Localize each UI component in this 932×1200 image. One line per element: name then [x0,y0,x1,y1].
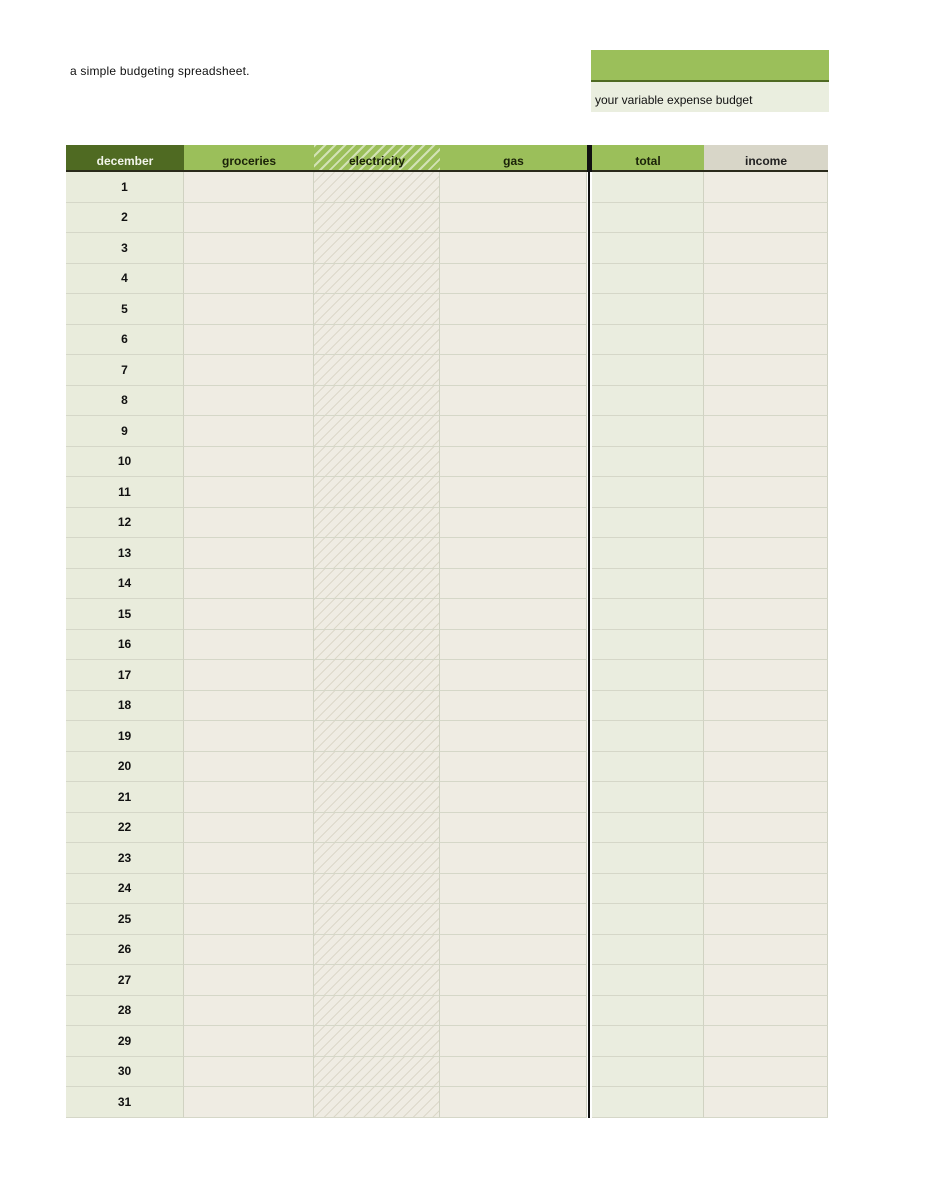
column-divider [588,813,590,844]
day-cell: 22 [66,813,184,844]
groceries-cell[interactable] [184,843,314,874]
total-cell[interactable] [592,782,704,813]
day-cell: 2 [66,203,184,234]
groceries-cell[interactable] [184,416,314,447]
income-cell[interactable] [704,1057,828,1088]
gas-cell[interactable] [440,935,587,966]
column-divider [588,1087,590,1118]
gas-cell[interactable] [440,874,587,905]
column-divider [588,843,590,874]
gas-cell[interactable] [440,477,587,508]
column-divider [588,782,590,813]
gas-cell[interactable] [440,264,587,295]
total-cell[interactable] [592,813,704,844]
total-cell[interactable] [592,1026,704,1057]
total-cell[interactable] [592,325,704,356]
groceries-cell[interactable] [184,508,314,539]
day-cell: 16 [66,630,184,661]
day-cell: 6 [66,325,184,356]
budget-table [66,145,831,1118]
groceries-cell[interactable] [184,477,314,508]
electricity-cell[interactable] [314,843,440,874]
total-cell[interactable] [592,477,704,508]
column-divider [588,599,590,630]
groceries-cell[interactable] [184,1087,314,1118]
column-divider [588,264,590,295]
electricity-cell[interactable] [314,569,440,600]
day-cell: 14 [66,569,184,600]
groceries-cell[interactable] [184,325,314,356]
day-cell: 3 [66,233,184,264]
electricity-cell[interactable] [314,1026,440,1057]
electricity-cell[interactable] [314,996,440,1027]
income-cell[interactable] [704,782,828,813]
income-cell[interactable] [704,477,828,508]
gas-cell[interactable] [440,1026,587,1057]
gas-cell[interactable] [440,538,587,569]
gas-cell[interactable] [440,294,587,325]
gas-cell[interactable] [440,1087,587,1118]
total-cell[interactable] [592,447,704,478]
gas-cell[interactable] [440,325,587,356]
electricity-cell[interactable] [314,355,440,386]
income-cell[interactable] [704,965,828,996]
gas-cell[interactable] [440,203,587,234]
groceries-cell[interactable] [184,721,314,752]
groceries-cell[interactable] [184,569,314,600]
day-cell: 30 [66,1057,184,1088]
groceries-cell[interactable] [184,630,314,661]
electricity-cell[interactable] [314,1087,440,1118]
column-header-gas[interactable]: gas [440,145,587,172]
column-header-groceries[interactable]: groceries [184,145,314,172]
column-divider [588,691,590,722]
column-divider [588,1026,590,1057]
electricity-cell[interactable] [314,294,440,325]
electricity-cell[interactable] [314,386,440,417]
gas-cell[interactable] [440,965,587,996]
total-cell[interactable] [592,233,704,264]
gas-cell[interactable] [440,904,587,935]
groceries-cell[interactable] [184,233,314,264]
total-cell[interactable] [592,965,704,996]
electricity-cell[interactable] [314,233,440,264]
day-cell: 4 [66,264,184,295]
column-divider [588,233,590,264]
gas-cell[interactable] [440,813,587,844]
income-cell[interactable] [704,325,828,356]
total-cell[interactable] [592,874,704,905]
gas-cell[interactable] [440,660,587,691]
day-cell: 21 [66,782,184,813]
income-cell[interactable] [704,874,828,905]
income-cell[interactable] [704,599,828,630]
sheet-subtitle: a simple budgeting spreadsheet. [70,64,250,78]
gas-cell[interactable] [440,416,587,447]
day-cell: 9 [66,416,184,447]
column-divider [588,874,590,905]
budget-label: your variable expense budget [591,82,829,112]
day-cell: 29 [66,1026,184,1057]
day-cell: 24 [66,874,184,905]
income-cell[interactable] [704,203,828,234]
income-cell[interactable] [704,904,828,935]
day-cell: 19 [66,721,184,752]
electricity-cell[interactable] [314,935,440,966]
total-cell[interactable] [592,599,704,630]
total-cell[interactable] [592,1087,704,1118]
electricity-cell[interactable] [314,752,440,783]
groceries-cell[interactable] [184,386,314,417]
day-cell: 31 [66,1087,184,1118]
income-cell[interactable] [704,508,828,539]
column-divider [588,630,590,661]
income-cell[interactable] [704,355,828,386]
groceries-cell[interactable] [184,752,314,783]
total-cell[interactable] [592,172,704,203]
day-cell: 26 [66,935,184,966]
income-cell[interactable] [704,172,828,203]
day-cell: 15 [66,599,184,630]
total-cell[interactable] [592,508,704,539]
groceries-cell[interactable] [184,691,314,722]
total-cell[interactable] [592,752,704,783]
income-cell[interactable] [704,569,828,600]
total-cell[interactable] [592,386,704,417]
column-divider [588,355,590,386]
gas-cell[interactable] [440,599,587,630]
total-cell[interactable] [592,691,704,722]
electricity-cell[interactable] [314,904,440,935]
day-cell: 1 [66,172,184,203]
gas-cell[interactable] [440,355,587,386]
electricity-cell[interactable] [314,416,440,447]
electricity-cell[interactable] [314,264,440,295]
column-divider [588,172,590,203]
electricity-cell[interactable] [314,538,440,569]
electricity-cell[interactable] [314,630,440,661]
gas-cell[interactable] [440,508,587,539]
groceries-cell[interactable] [184,599,314,630]
groceries-cell[interactable] [184,904,314,935]
day-cell: 12 [66,508,184,539]
total-cell[interactable] [592,264,704,295]
total-cell[interactable] [592,203,704,234]
column-divider [588,904,590,935]
gas-cell[interactable] [440,691,587,722]
column-divider [588,447,590,478]
income-cell[interactable] [704,233,828,264]
electricity-cell[interactable] [314,172,440,203]
income-cell[interactable] [704,721,828,752]
day-cell: 17 [66,660,184,691]
day-cell: 10 [66,447,184,478]
gas-cell[interactable] [440,752,587,783]
groceries-cell[interactable] [184,264,314,295]
electricity-cell[interactable] [314,1057,440,1088]
day-cell: 23 [66,843,184,874]
day-cell: 7 [66,355,184,386]
total-cell[interactable] [592,538,704,569]
electricity-cell[interactable] [314,813,440,844]
electricity-cell[interactable] [314,203,440,234]
income-cell[interactable] [704,660,828,691]
groceries-cell[interactable] [184,203,314,234]
gas-cell[interactable] [440,172,587,203]
column-divider [588,477,590,508]
gas-cell[interactable] [440,721,587,752]
total-cell[interactable] [592,904,704,935]
electricity-cell[interactable] [314,325,440,356]
groceries-cell[interactable] [184,1057,314,1088]
income-cell[interactable] [704,1026,828,1057]
groceries-cell[interactable] [184,660,314,691]
gas-cell[interactable] [440,233,587,264]
gas-cell[interactable] [440,996,587,1027]
column-header-electricity[interactable]: electricity [314,145,440,172]
total-cell[interactable] [592,569,704,600]
electricity-cell[interactable] [314,660,440,691]
income-cell[interactable] [704,630,828,661]
groceries-cell[interactable] [184,965,314,996]
day-cell: 5 [66,294,184,325]
column-header-total[interactable]: total [592,145,704,172]
groceries-cell[interactable] [184,874,314,905]
gas-cell[interactable] [440,1057,587,1088]
column-divider [588,386,590,417]
day-cell: 28 [66,996,184,1027]
electricity-cell[interactable] [314,965,440,996]
day-cell: 18 [66,691,184,722]
gas-cell[interactable] [440,447,587,478]
column-divider [588,660,590,691]
electricity-cell[interactable] [314,447,440,478]
income-cell[interactable] [704,1087,828,1118]
electricity-cell[interactable] [314,721,440,752]
total-cell[interactable] [592,843,704,874]
day-cell: 25 [66,904,184,935]
column-divider [588,508,590,539]
total-cell[interactable] [592,935,704,966]
total-cell[interactable] [592,1057,704,1088]
income-cell[interactable] [704,935,828,966]
total-cell[interactable] [592,660,704,691]
column-divider [588,294,590,325]
income-cell[interactable] [704,996,828,1027]
column-divider [588,203,590,234]
total-cell[interactable] [592,416,704,447]
gas-cell[interactable] [440,386,587,417]
gas-cell[interactable] [440,569,587,600]
day-cell: 13 [66,538,184,569]
gas-cell[interactable] [440,782,587,813]
total-cell[interactable] [592,630,704,661]
day-cell: 8 [66,386,184,417]
total-cell[interactable] [592,355,704,386]
income-cell[interactable] [704,843,828,874]
column-divider [588,538,590,569]
electricity-cell[interactable] [314,477,440,508]
total-cell[interactable] [592,294,704,325]
table-header-row [66,145,831,172]
column-divider [588,721,590,752]
column-divider [588,935,590,966]
column-header-income[interactable]: income [704,145,828,172]
groceries-cell[interactable] [184,1026,314,1057]
gas-cell[interactable] [440,630,587,661]
groceries-cell[interactable] [184,538,314,569]
day-cell: 11 [66,477,184,508]
electricity-cell[interactable] [314,599,440,630]
groceries-cell[interactable] [184,782,314,813]
budget-input-cell[interactable] [591,50,829,82]
groceries-cell[interactable] [184,813,314,844]
groceries-cell[interactable] [184,935,314,966]
income-cell[interactable] [704,813,828,844]
electricity-cell[interactable] [314,782,440,813]
groceries-cell[interactable] [184,294,314,325]
groceries-cell[interactable] [184,355,314,386]
income-cell[interactable] [704,538,828,569]
column-divider [588,416,590,447]
column-header-month[interactable]: december [66,145,184,172]
column-divider [588,569,590,600]
gas-cell[interactable] [440,843,587,874]
groceries-cell[interactable] [184,996,314,1027]
income-cell[interactable] [704,447,828,478]
groceries-cell[interactable] [184,447,314,478]
electricity-cell[interactable] [314,508,440,539]
income-cell[interactable] [704,264,828,295]
column-divider [588,325,590,356]
day-cell: 20 [66,752,184,783]
column-divider [588,996,590,1027]
income-cell[interactable] [704,416,828,447]
column-divider [588,1057,590,1088]
electricity-cell[interactable] [314,691,440,722]
column-divider [588,752,590,783]
income-cell[interactable] [704,752,828,783]
day-cell: 27 [66,965,184,996]
total-cell[interactable] [592,996,704,1027]
income-cell[interactable] [704,294,828,325]
total-cell[interactable] [592,721,704,752]
groceries-cell[interactable] [184,172,314,203]
column-divider [588,965,590,996]
income-cell[interactable] [704,691,828,722]
table-body [66,172,831,1118]
income-cell[interactable] [704,386,828,417]
electricity-cell[interactable] [314,874,440,905]
